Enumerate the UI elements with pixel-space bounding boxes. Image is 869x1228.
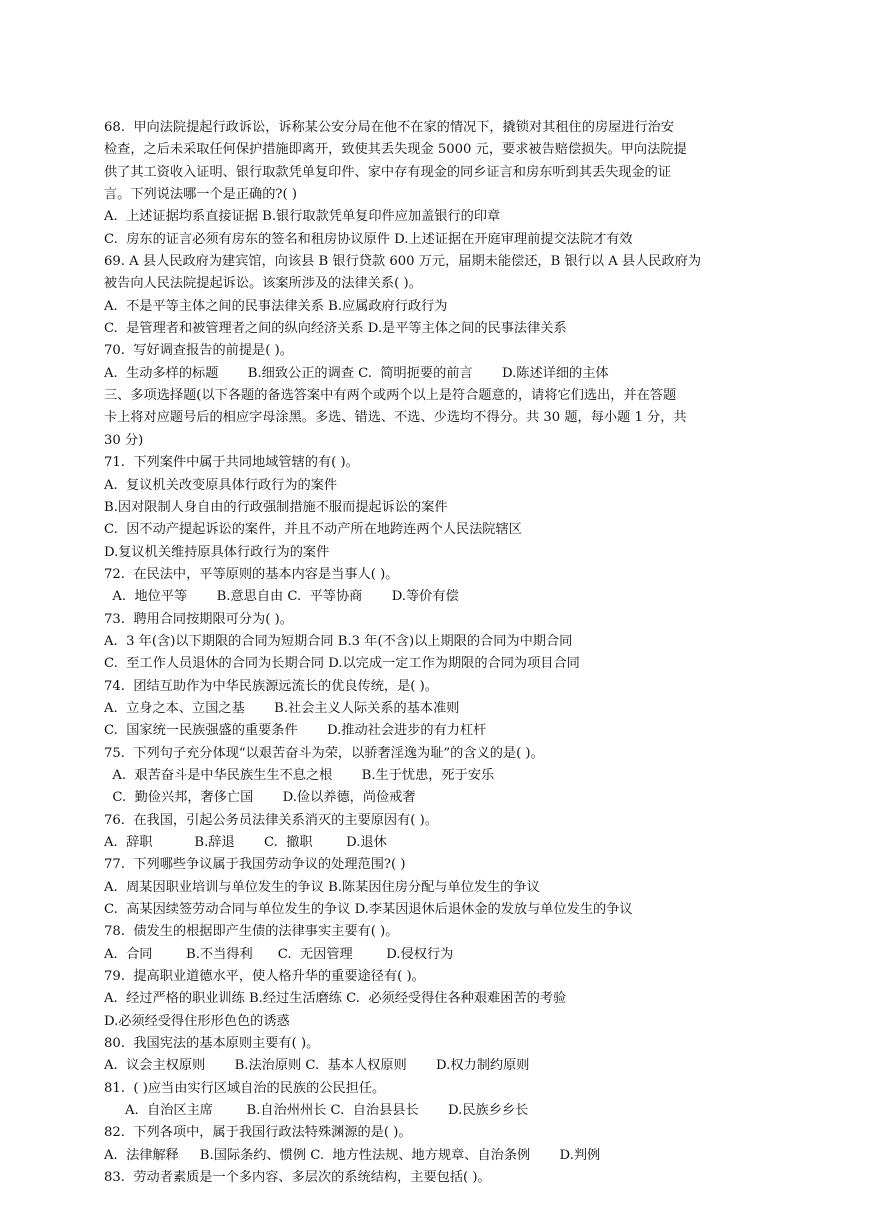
section-heading-line: 三、多项选择题(以下各题的备选答案中有两个或两个以上是符合题意的，请将它们选出，并在答题 — [104, 388, 677, 404]
text-line: A. 周某因职业培训与单位发生的争议 B.陈某因住房分配与单位发生的争议 — [104, 879, 540, 895]
text-line: 被告向人民法院提起诉讼。该案所涉及的法律关系( )。 — [104, 276, 422, 292]
text-line: A. 议会主权原则 B.法治原则 C. 基本人权原则 D.权力制约原则 — [104, 1058, 530, 1074]
text-line: 供了其工资收入证明、银行取款凭单复印件、家中存有现金的同乡证言和房东听到其丢失现金的证 — [104, 164, 672, 180]
section-heading-line: 卡上将对应题号后的相应字母涂黑。多选、错选、不选、少选均不得分。共 30 题，每小题 1 分，共 — [104, 410, 687, 426]
text-line: 82. 下列各项中，属于我国行政法特殊渊源的是( )。 — [104, 1125, 412, 1141]
text-line: B.因对限制人身自由的行政强制措施不服而提起诉讼的案件 — [104, 499, 448, 515]
text-line: D.必须经受得住形形色色的诱惑 — [104, 1013, 290, 1029]
text-line: A. 复议机关改变原具体行政行为的案件 — [104, 477, 338, 493]
text-line: 73. 聘用合同按期限可分为( )。 — [104, 611, 293, 627]
text-line: 检查，之后未采取任何保护措施即离开，致使其丢失现金 5000 元，要求被告赔偿损失。甲向法院提 — [104, 142, 687, 158]
text-line: 79. 提高职业道德水平，使人格升华的重要途径有( )。 — [104, 969, 425, 985]
text-line: 70. 写好调查报告的前提是( )。 — [104, 343, 293, 359]
text-line: C. 房东的证言必须有房东的签名和租房协议原件 D.上述证据在开庭审理前提交法院才有效 — [104, 231, 633, 247]
text-line: A. 上述证据均系直接证据 B.银行取款凭单复印件应加盖银行的印章 — [104, 209, 501, 225]
text-line: A. 地位平等 B.意思自由 C. 平等协商 D.等价有偿 — [104, 589, 459, 605]
text-line: A. 立身之本、立国之基 B.社会主义人际关系的基本准则 — [104, 700, 460, 716]
text-line: C. 因不动产提起诉讼的案件，并且不动产所在地跨连两个人民法院辖区 — [104, 522, 522, 538]
text-line: 81. ( )应当由实行区域自治的民族的公民担任。 — [104, 1080, 386, 1096]
text-line: 78. 债发生的根据即产生债的法律事实主要有( )。 — [104, 924, 399, 940]
text-line: C. 是管理者和被管理者之间的纵向经济关系 D.是平等主体之间的民事法律关系 — [104, 321, 567, 337]
text-line: 75. 下列句子充分体现“以艰苦奋斗为荣，以骄奢淫逸为耻”的含义的是( )。 — [104, 745, 544, 761]
text-line: 71. 下列案件中属于共同地域管辖的有( )。 — [104, 455, 359, 471]
text-line: 69. A 县人民政府为建宾馆，向该县 B 银行贷款 600 万元，届期未能偿还，B 银行以 A 县人民政府为 — [104, 254, 702, 270]
text-line: A. 3 年(含)以下期限的合同为短期合同 B.3 年(不含)以上期限的合同为中期合同 — [104, 633, 573, 649]
text-line: A. 经过严格的职业训练 B.经过生活磨练 C. 必须经受得住各种艰难困苦的考验 — [104, 991, 567, 1007]
text-line: A. 辞职 B.辞退 C. 撤职 D.退休 — [104, 835, 387, 850]
text-line: A. 法律解释 B.国际条约、惯例 C. 地方性法规、地方规章、自治条例 D.判例 — [104, 1147, 601, 1163]
text-line: C. 至工作人员退休的合同为长期合同 D.以完成一定工作为期限的合同为项目合同 — [104, 656, 580, 672]
text-line: A. 合同 B.不当得利 C. 无因管理 D.侵权行为 — [104, 946, 454, 962]
text-line: A. 艰苦奋斗是中华民族生生不息之根 B.生于忧患，死于安乐 — [104, 767, 495, 783]
text-line: 76. 在我国，引起公务员法律关系消灭的主要原因有( )。 — [104, 812, 438, 828]
text-line: C. 高某因续签劳动合同与单位发生的争议 D.李某因退休后退休金的发放与单位发生的争议 — [104, 902, 633, 918]
text-line: C. 国家统一民族强盛的重要条件 D.推动社会进步的有力杠杆 — [104, 723, 487, 739]
text-line: 83. 劳动者素质是一个多内容、多层次的系统结构，主要包括( )。 — [104, 1170, 491, 1186]
text-line: 80. 我国宪法的基本原则主要有( )。 — [104, 1036, 320, 1052]
text-line: C. 勤俭兴邦，奢侈亡国 D.俭以养德，尚俭戒奢 — [104, 790, 416, 806]
text-line: 72. 在民法中，平等原则的基本内容是当事人( )。 — [104, 566, 399, 582]
section-heading-line: 30 分) — [104, 432, 144, 448]
text-line: A. 自治区主席 B.自治州州长 C. 自治县县长 D.民族乡乡长 — [104, 1103, 529, 1119]
text-line: D.复议机关维持原具体行政行为的案件 — [104, 544, 330, 560]
text-line: 77. 下列哪些争议属于我国劳动争议的处理范围?( ) — [104, 857, 406, 873]
text-line: A. 生动多样的标题 B.细致公正的调查 C. 简明扼要的前言 D.陈述详细的主体 — [104, 365, 609, 381]
text-line: 68. 甲向法院提起行政诉讼，诉称某公安分局在他不在家的情况下，撬锁对其租住的房屋进行治安 — [104, 120, 675, 135]
text-line: 言。下列说法哪一个是正确的?( ) — [104, 187, 297, 203]
text-line: A. 不是平等主体之间的民事法律关系 B.应属政府行政行为 — [104, 298, 448, 314]
text-line: 74. 团结互助作为中华民族源远流长的优良传统，是( )。 — [104, 678, 438, 694]
